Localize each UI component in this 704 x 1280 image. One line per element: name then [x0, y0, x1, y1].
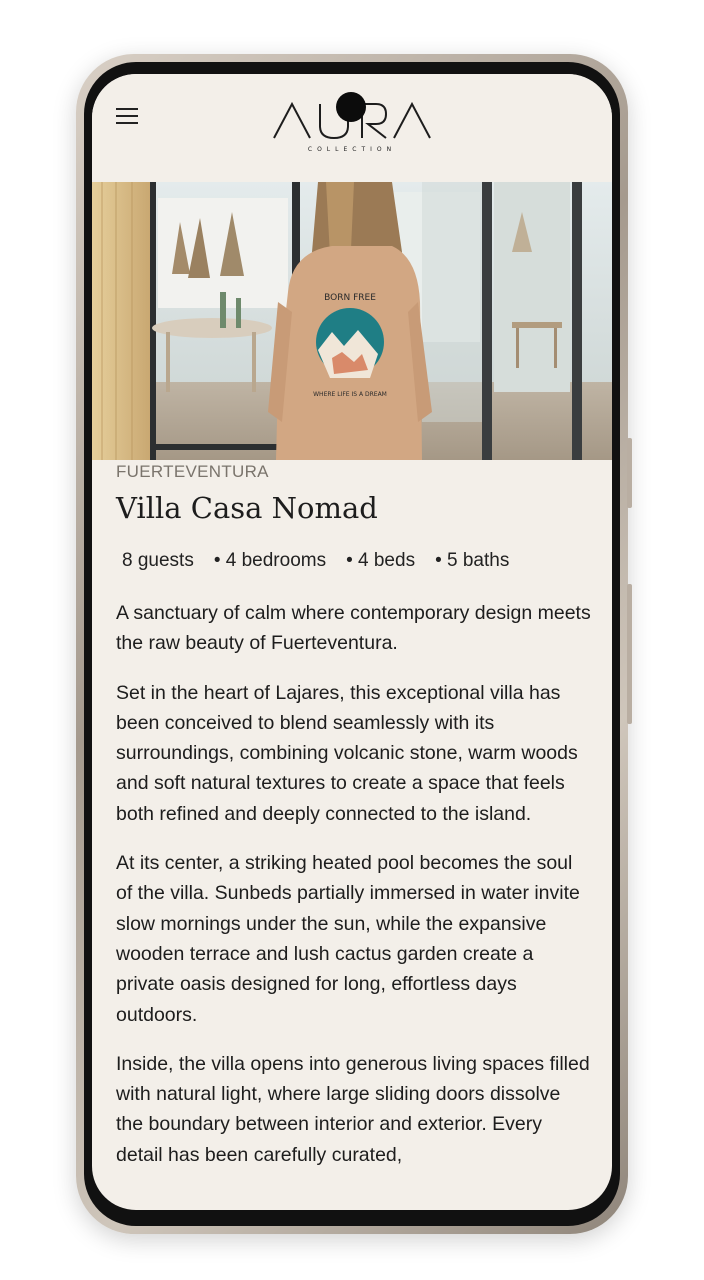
volume-button	[627, 438, 632, 508]
spec-baths: • 5 baths	[435, 550, 510, 571]
description-paragraph: At its center, a striking heated pool becomes the soul of the villa. Sunbeds partially immersed in water invite slow mornings under the sun, while the expansive wooden terrace and lush cactus garden create a private oasis designed for long, effortless days outdoors.	[116, 852, 580, 1026]
front-camera	[336, 92, 366, 122]
spec-guests: 8 guests	[122, 550, 194, 571]
listing-title: Villa Casa Nomad	[116, 491, 378, 525]
spec-bedrooms: • 4 bedrooms	[213, 550, 327, 571]
logo-subtitle: COLLECTION	[307, 146, 397, 153]
phone-frame	[76, 54, 628, 1234]
shirt-graphic-text: BORN FREE	[324, 293, 376, 303]
screen	[92, 74, 612, 1210]
spec-beds: • 4 beds	[346, 550, 416, 571]
listing-location: FUERTEVENTURA	[116, 462, 269, 481]
listing-description	[116, 598, 592, 1170]
phone-bezel	[84, 62, 620, 1226]
description-paragraph: A sanctuary of calm where contemporary design meets the raw beauty of Fuerteventura.	[116, 602, 591, 655]
description-paragraph: Inside, the villa opens into generous living spaces filled with natural light, where large sliding doors dissolve the boundary between interior and exterior. Every detail has been carefully curated,	[116, 1052, 590, 1166]
villa-interior-photo	[92, 182, 612, 460]
hamburger-menu-icon[interactable]	[116, 108, 138, 124]
site-header	[92, 74, 612, 182]
power-button	[627, 584, 632, 724]
description-paragraph: Set in the heart of Lajares, this exceptional villa has been conceived to blend seamlessly with its surroundings, combining volcanic stone, warm woods and soft natural textures to create a space that feels both refined and deeply connected to the island.	[116, 681, 578, 825]
listing-content	[116, 462, 592, 1189]
listing-specs	[116, 550, 592, 572]
hero-image	[92, 182, 612, 460]
shirt-graphic-subtext: WHERE LIFE IS A DREAM	[313, 391, 387, 398]
